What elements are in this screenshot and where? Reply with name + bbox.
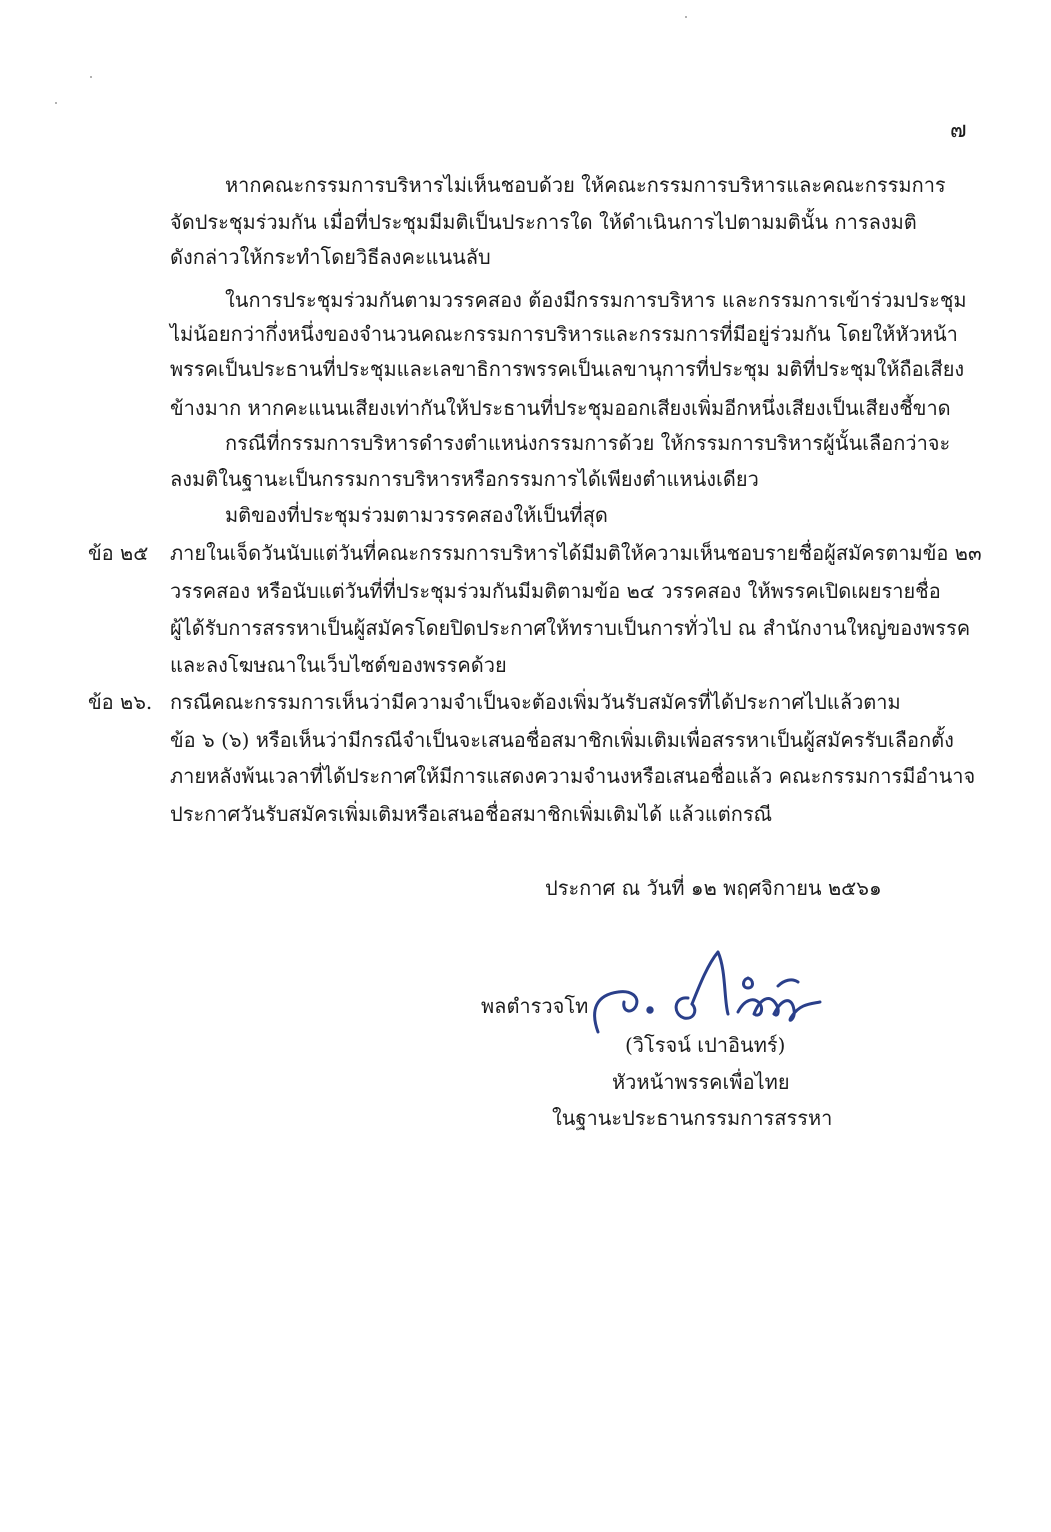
paragraph-text: ดังกล่าวให้กระทำโดยวิธีลงคะแนนลับ	[170, 245, 491, 269]
paragraph-text: ไม่น้อยกว่ากึ่งหนึ่งของจำนวนคณะกรรมการบริหารและกรรมการที่มีอยู่ร่วมกัน โดยให้หัวหน้า	[170, 322, 958, 346]
scan-speck	[55, 102, 57, 104]
page-number: ๗	[950, 118, 967, 143]
clause-text: กรณีคณะกรรมการเห็นว่ามีความจำเป็นจะต้องเพิ่มวันรับสมัครที่ได้ประกาศไปแล้วตาม	[170, 690, 901, 714]
paragraph-text: หากคณะกรรมการบริหารไม่เห็นชอบด้วย ให้คณะกรรมการบริหารและคณะกรรมการ	[225, 173, 946, 197]
paragraph-text: ในการประชุมร่วมกันตามวรรคสอง ต้องมีกรรมการบริหาร และกรรมการเข้าร่วมประชุม	[225, 288, 967, 312]
clause-label: ข้อ ๒๕	[88, 541, 149, 565]
clause-text: ผู้ได้รับการสรรหาเป็นผู้สมัครโดยปิดประกาศให้ทราบเป็นการทั่วไป ณ สำนักงานใหญ่ของพรรค	[170, 616, 971, 640]
clause-text: ภายหลังพ้นเวลาที่ได้ประกาศให้มีการแสดงความจำนงหรือเสนอชื่อแล้ว คณะกรรมการมีอำนาจ	[170, 764, 976, 788]
signer-position: หัวหน้าพรรคเพื่อไทย	[612, 1070, 790, 1094]
scan-speck	[90, 76, 92, 78]
paragraph-text: กรณีที่กรรมการบริหารดำรงตำแหน่งกรรมการด้วย ให้กรรมการบริหารผู้นั้นเลือกว่าจะ	[225, 431, 951, 455]
paragraph-text: ลงมติในฐานะเป็นกรรมการบริหารหรือกรรมการได้เพียงตำแหน่งเดียว	[170, 467, 759, 491]
signer-rank: พลตำรวจโท	[481, 994, 589, 1018]
paragraph-text: มติของที่ประชุมร่วมตามวรรคสองให้เป็นที่สุด	[225, 503, 608, 527]
paragraph-text: พรรคเป็นประธานที่ประชุมและเลขาธิการพรรคเป็นเลขานุการที่ประชุม มติที่ประชุมให้ถือเสียง	[170, 357, 965, 381]
paragraph-text: จัดประชุมร่วมกัน เมื่อที่ประชุมมีมติเป็นประการใด ให้ดำเนินการไปตามมตินั้น การลงมติ	[170, 210, 917, 234]
signer-name: (วิโรจน์ เปาอินทร์)	[625, 1033, 786, 1057]
signer-position: ในฐานะประธานกรรมการสรรหา	[552, 1106, 833, 1130]
clause-text: ข้อ ๖ (๖) หรือเห็นว่ามีกรณีจำเป็นจะเสนอชื่อสมาชิกเพิ่มเติมเพื่อสรรหาเป็นผู้สมัครรับเลือกตั้ง	[170, 728, 954, 752]
clause-text: และลงโฆษณาในเว็บไซต์ของพรรคด้วย	[170, 653, 507, 677]
clause-text: วรรคสอง หรือนับแต่วันที่ที่ประชุมร่วมกันมีมติตามข้อ ๒๔ วรรคสอง ให้พรรคเปิดเผยรายชื่อ	[170, 579, 941, 603]
paragraph-text: ข้างมาก หากคะแนนเสียงเท่ากันให้ประธานที่ประชุมออกเสียงเพิ่มอีกหนึ่งเสียงเป็นเสียงชี้ขาด	[170, 396, 951, 420]
scan-speck	[685, 16, 687, 18]
clause-text: ภายในเจ็ดวันนับแต่วันที่คณะกรรมการบริหารได้มีมติให้ความเห็นชอบรายชื่อผู้สมัครตามข้อ ๒๓	[170, 541, 982, 565]
clause-text: ประกาศวันรับสมัครเพิ่มเติมหรือเสนอชื่อสมาชิกเพิ่มเติมได้ แล้วแต่กรณี	[170, 802, 773, 826]
announcement-date: ประกาศ ณ วันที่ ๑๒ พฤศจิกายน ๒๕๖๑	[545, 876, 882, 900]
clause-label: ข้อ ๒๖.	[88, 690, 153, 714]
